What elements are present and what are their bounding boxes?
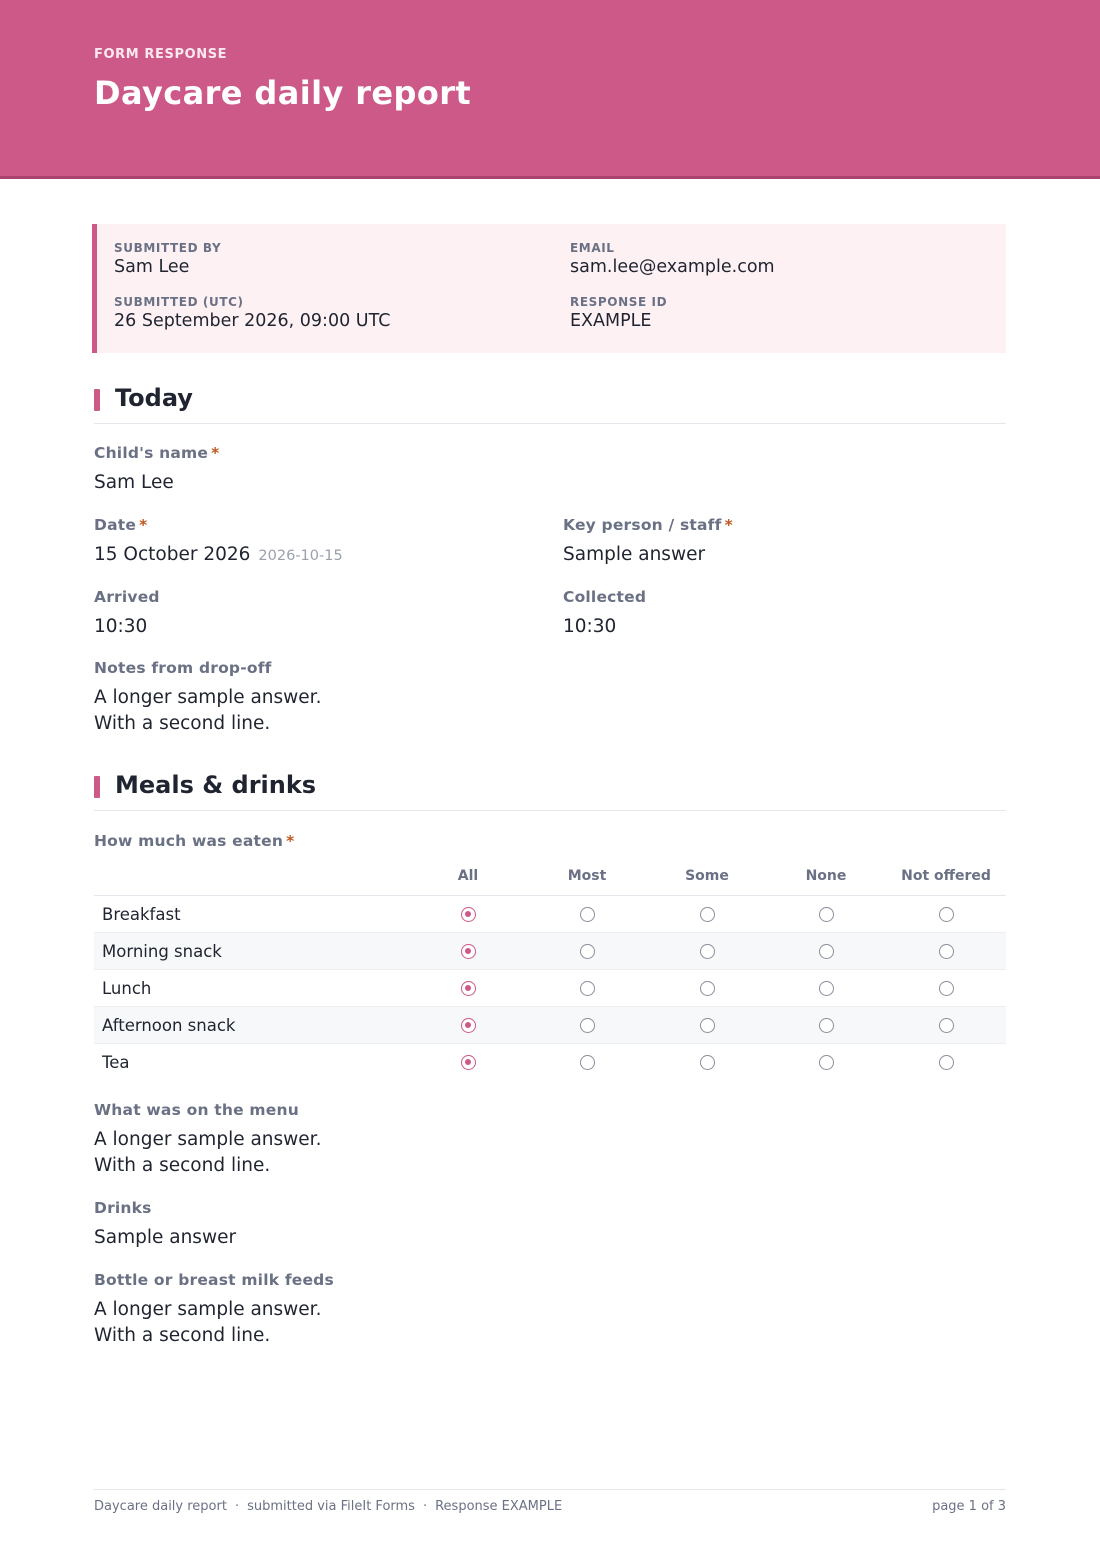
field-label: Key person / staff * [563, 516, 733, 534]
radio-selected[interactable] [461, 1055, 476, 1070]
field-label: Collected [563, 588, 647, 606]
grid-row [94, 896, 1006, 933]
section-title: Meals & drinks [115, 771, 317, 799]
field-label: Child's name * [94, 444, 220, 462]
response-id [570, 295, 667, 331]
radio-selected[interactable] [461, 944, 476, 959]
field-date [94, 516, 343, 569]
response-id-label: RESPONSE ID [570, 295, 668, 309]
field-key-person [563, 516, 733, 568]
footer-page-number: page 1 of 3 [932, 1499, 1006, 1514]
field-label: Bottle or breast milk feeds [94, 1271, 334, 1289]
grid-row [94, 1044, 1006, 1081]
grid-column-header: None [805, 868, 847, 884]
required-marker: * [724, 516, 733, 534]
required-marker: * [139, 516, 148, 534]
section-today-heading [94, 384, 1006, 424]
radio-unselected[interactable] [939, 981, 954, 996]
radio-unselected[interactable] [819, 944, 834, 959]
date-iso: 2026-10-15 [258, 548, 343, 564]
field-value: Sam Lee [94, 472, 174, 493]
email-label: EMAIL [570, 241, 615, 255]
grid-column-header: All [457, 868, 479, 884]
field-label: Notes from drop-off [94, 659, 272, 677]
submission-meta-panel [92, 224, 1006, 353]
grid-row-label: Morning snack [102, 942, 222, 961]
email [570, 241, 775, 277]
footer-via: submitted via FileIt Forms [247, 1499, 415, 1514]
radio-unselected[interactable] [939, 1055, 954, 1070]
field-notes [94, 659, 321, 737]
section-accent-bar [94, 389, 100, 411]
footer-separator: · [422, 1499, 428, 1514]
submitted-utc-label: SUBMITTED (UTC) [114, 295, 244, 309]
radio-unselected[interactable] [580, 1055, 595, 1070]
response-id-value: EXAMPLE [570, 311, 652, 331]
required-marker: * [286, 832, 295, 850]
grid-rows [94, 896, 1006, 1081]
radio-selected[interactable] [461, 981, 476, 996]
field-label: How much was eaten * [94, 832, 295, 850]
radio-unselected[interactable] [700, 981, 715, 996]
radio-unselected[interactable] [819, 981, 834, 996]
grid-row-label: Afternoon snack [102, 1016, 236, 1035]
field-drinks [94, 1199, 236, 1251]
radio-unselected[interactable] [700, 944, 715, 959]
grid-header [94, 859, 1006, 896]
form-kicker: FORM RESPONSE [94, 47, 228, 62]
footer-info [94, 1499, 562, 1514]
footer-response: Response EXAMPLE [435, 1499, 563, 1514]
required-marker: * [211, 444, 220, 462]
field-value: Sample answer [563, 544, 706, 565]
radio-unselected[interactable] [819, 907, 834, 922]
field-how-much-eaten [94, 832, 294, 850]
radio-unselected[interactable] [580, 981, 595, 996]
radio-unselected[interactable] [939, 1018, 954, 1033]
page-footer [94, 1489, 1006, 1519]
radio-unselected[interactable] [939, 944, 954, 959]
submitted-by [114, 241, 221, 277]
radio-unselected[interactable] [939, 907, 954, 922]
grid-column-header: Most [567, 868, 607, 884]
form-header-banner [0, 0, 1100, 179]
submitted-by-label: SUBMITTED BY [114, 241, 222, 255]
field-label: Arrived [94, 588, 160, 606]
submitted-by-value: Sam Lee [114, 257, 190, 277]
section-accent-bar [94, 776, 100, 798]
radio-selected[interactable] [461, 1018, 476, 1033]
footer-form-name: Daycare daily report [94, 1499, 227, 1514]
eaten-choice-grid [94, 859, 1006, 1081]
email-value: sam.lee@example.com [570, 257, 775, 277]
form-title: Daycare daily report [94, 74, 472, 112]
radio-unselected[interactable] [580, 944, 595, 959]
radio-unselected[interactable] [819, 1018, 834, 1033]
grid-column-header: Some [685, 868, 729, 884]
radio-unselected[interactable] [580, 907, 595, 922]
section-meals-heading [94, 771, 1006, 811]
radio-unselected[interactable] [700, 907, 715, 922]
field-value: A longer sample answer. With a second line. [94, 687, 322, 734]
field-value: 10:30 [94, 616, 148, 637]
grid-column-header: Not offered [901, 868, 991, 884]
field-menu [94, 1101, 321, 1179]
field-bottle-feeds [94, 1271, 334, 1349]
field-value: A longer sample answer. With a second line. [94, 1129, 322, 1176]
grid-row [94, 933, 1006, 970]
field-value: Sample answer [94, 1227, 237, 1248]
radio-unselected[interactable] [700, 1018, 715, 1033]
field-arrived [94, 588, 160, 640]
radio-unselected[interactable] [580, 1018, 595, 1033]
field-label: Date * [94, 516, 148, 534]
grid-row [94, 1007, 1006, 1044]
radio-unselected[interactable] [700, 1055, 715, 1070]
field-value: 10:30 [563, 616, 617, 637]
field-value: 15 October 2026 2026-10-15 [94, 544, 343, 565]
field-label: What was on the menu [94, 1101, 299, 1119]
submitted-utc [114, 295, 390, 331]
field-label: Drinks [94, 1199, 152, 1217]
radio-unselected[interactable] [819, 1055, 834, 1070]
section-title: Today [115, 384, 193, 412]
footer-separator: · [234, 1499, 240, 1514]
grid-row-label: Breakfast [102, 905, 181, 924]
submitted-utc-value: 26 September 2026, 09:00 UTC [114, 311, 391, 331]
radio-selected[interactable] [461, 907, 476, 922]
field-collected [563, 588, 646, 640]
field-value: A longer sample answer. With a second line. [94, 1299, 322, 1346]
grid-row [94, 970, 1006, 1007]
field-child-name [94, 444, 219, 496]
grid-row-label: Tea [102, 1053, 130, 1072]
grid-row-label: Lunch [102, 979, 152, 998]
